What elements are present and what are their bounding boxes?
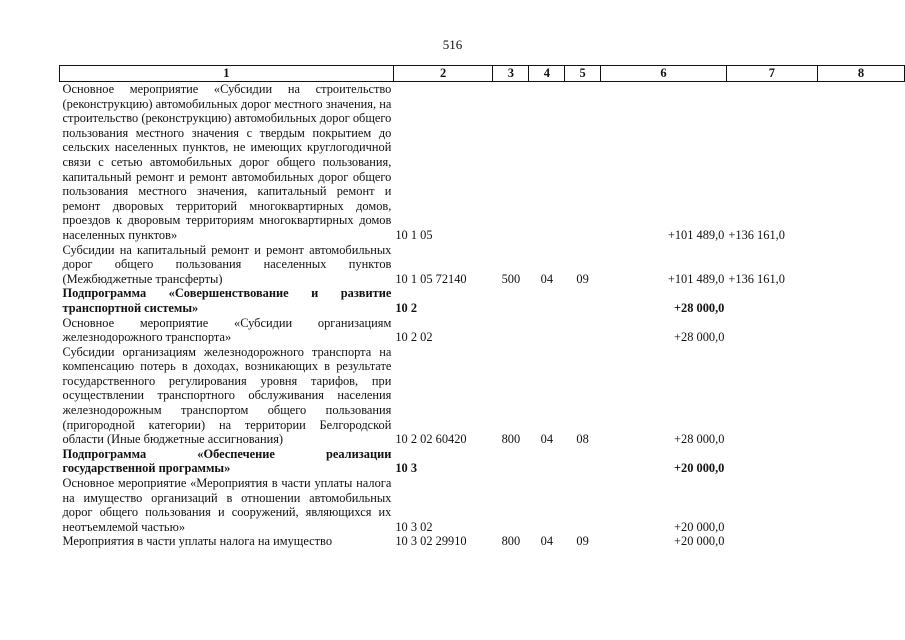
row-name: Подпрограмма «Обеспечение реализации государственной программы» [62, 446, 392, 476]
row-name: Мероприятия в части уплаты налога на имущество [62, 534, 333, 549]
row-pr [565, 286, 601, 315]
row-rz: 04 [540, 534, 554, 549]
row-amount-8 [817, 447, 904, 476]
row-code: 10 3 [395, 461, 418, 476]
row-pr [565, 316, 601, 345]
header-col-1: 1 [60, 66, 394, 82]
row-amount-6: +28 000,0 [673, 300, 725, 315]
row-vr [493, 286, 529, 315]
row-code: 10 2 02 [395, 330, 433, 345]
table-header-row [60, 66, 905, 82]
row-vr [493, 447, 529, 476]
row-amount-7 [726, 286, 817, 315]
row-vr: 800 [501, 534, 521, 549]
row-amount-7 [726, 345, 817, 447]
row-amount-8 [817, 82, 904, 243]
row-amount-6: +101 489,0 [667, 271, 725, 286]
row-amount-8 [817, 345, 904, 447]
row-code: 10 1 05 72140 [395, 271, 467, 286]
row-amount-8 [817, 476, 904, 534]
row-amount-7 [726, 534, 817, 549]
row-pr [565, 82, 601, 243]
row-rz [529, 447, 565, 476]
row-name: Субсидии организациям железнодорожного транспорта на компенсацию потерь в доходах, возникающих в результате государственного регулирования уровня тарифов, при осуществлении транспортного обслуживания населения железнодорожным транспортом общего пользования (пригородной категории) на территории Белгородской области (Иные бюджетные ассигнования) [62, 344, 392, 447]
row-pr: 09 [576, 271, 589, 286]
header-col-6: 6 [601, 66, 727, 82]
row-code: 10 2 [395, 300, 418, 315]
row-amount-8 [817, 534, 904, 549]
budget-table [59, 65, 905, 549]
row-amount-8 [817, 316, 904, 345]
header-col-7: 7 [726, 66, 817, 82]
row-amount-7 [726, 476, 817, 534]
row-rz [529, 286, 565, 315]
row-pr [565, 447, 601, 476]
row-pr: 08 [576, 432, 589, 447]
table-body [60, 82, 905, 550]
table-row [60, 316, 905, 345]
row-amount-8 [817, 286, 904, 315]
row-rz [529, 476, 565, 534]
row-amount-6: +28 000,0 [674, 330, 725, 345]
row-amount-6: +20 000,0 [674, 534, 725, 549]
row-rz [529, 82, 565, 243]
row-vr: 500 [501, 271, 521, 286]
table-row [60, 82, 905, 243]
table-row [60, 476, 905, 534]
row-name: Основное мероприятие «Мероприятия в части уплаты налога на имущество организаций в отношении автомобильных дорог общего пользования и сооружений, являющихся их неотъемлемой частью» [62, 476, 392, 534]
row-amount-6: +20 000,0 [673, 461, 725, 476]
row-amount-8 [817, 243, 904, 287]
row-rz: 04 [540, 271, 554, 286]
row-amount-7 [726, 316, 817, 345]
header-col-8: 8 [817, 66, 904, 82]
table-row [60, 345, 905, 447]
table-row [60, 447, 905, 476]
row-code: 10 3 02 29910 [395, 534, 467, 549]
header-col-5: 5 [565, 66, 601, 82]
table-row [60, 243, 905, 287]
row-vr [493, 82, 529, 243]
row-code: 10 1 05 [395, 227, 433, 242]
header-col-4: 4 [529, 66, 565, 82]
row-name: Основное мероприятие «Субсидии организациям железнодорожного транспорта» [62, 315, 392, 345]
row-rz [529, 316, 565, 345]
row-amount-6: +20 000,0 [674, 519, 725, 534]
row-pr: 09 [576, 534, 589, 549]
row-pr [565, 476, 601, 534]
row-vr [493, 316, 529, 345]
row-amount-6: +28 000,0 [674, 432, 725, 447]
table-row [60, 534, 905, 549]
row-vr: 800 [501, 432, 521, 447]
row-name: Субсидии на капитальный ремонт и ремонт автомобильных дорог общего пользования населенных пунктов (Межбюджетные трансферты) [62, 242, 392, 286]
header-col-2: 2 [393, 66, 492, 82]
row-name: Подпрограмма «Совершенствование и развитие транспортной системы» [62, 286, 392, 315]
page-number: 516 [442, 37, 463, 52]
row-name: Основное мероприятие «Субсидии на строительство (реконструкцию) автомобильных дорог местного значения, на строительство (реконструкцию) автомобильных дорог общего пользования местного значения с твердым покрытием до сельских населенных пунктов, не имеющих круглогодичной связи с сетью автомобильных дорог общего пользования, капитальный ремонт и ремонт автомобильных дорог общего пользования местного значения, капитальный ремонт и ремонт дворовых территорий многоквартирных домов, проездов к дворовым территориям многоквартирных домов населенных пунктов» [62, 82, 392, 242]
row-amount-7: +136 161,0 [728, 227, 785, 242]
row-rz: 04 [540, 432, 554, 447]
header-col-3: 3 [493, 66, 529, 82]
table-row [60, 286, 905, 315]
row-vr [493, 476, 529, 534]
row-amount-7 [726, 447, 817, 476]
row-amount-6: +101 489,0 [667, 227, 725, 242]
row-code: 10 2 02 60420 [395, 432, 467, 447]
row-code: 10 3 02 [395, 519, 433, 534]
row-amount-7: +136 161,0 [728, 271, 785, 286]
